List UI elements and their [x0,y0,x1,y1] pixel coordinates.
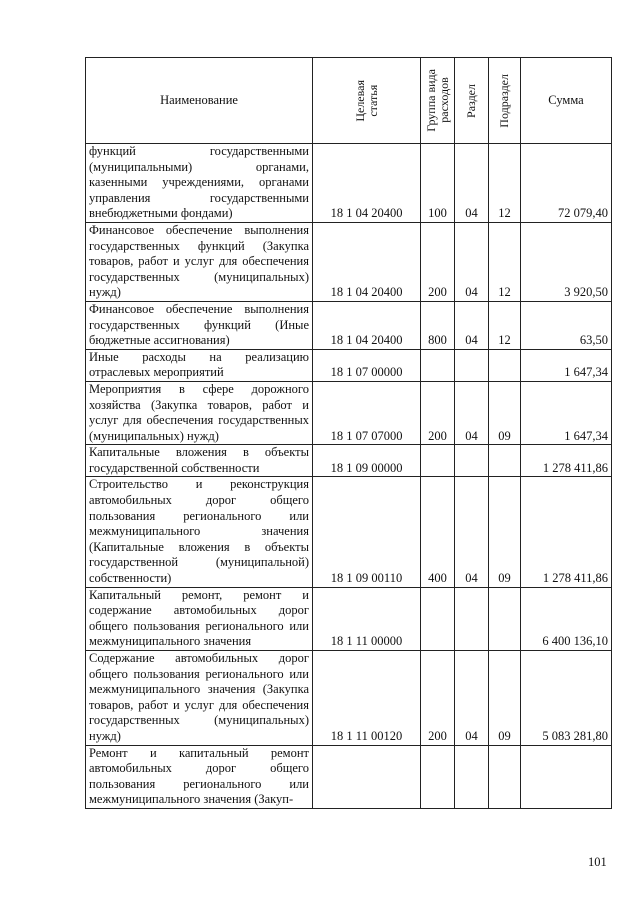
table-row [86,381,612,444]
row-code: 18 1 04 20400 [313,222,421,301]
table-row [86,745,612,808]
row-code: 18 1 09 00000 [313,445,421,477]
row-section [455,349,489,381]
row-sum: 1 278 411,86 [521,477,612,587]
row-name: Капитальные вложения в объекты государственной собственности [86,445,313,477]
table-row [86,222,612,301]
row-sum: 63,50 [521,301,612,349]
row-group: 800 [421,301,455,349]
row-section [455,745,489,808]
row-subsection: 12 [489,301,521,349]
row-subsection: 12 [489,144,521,223]
row-sum: 6 400 136,10 [521,587,612,650]
row-section: 04 [455,301,489,349]
table-row [86,301,612,349]
row-section: 04 [455,477,489,587]
header-section: Раздел [455,58,489,144]
row-name: Финансовое обеспечение выполнения государственных функций (Закупка товаров, работ и услуг для обеспечения государственных (муниципальных) нужд) [86,222,313,301]
row-group: 200 [421,651,455,746]
header-name: Наименование [86,58,313,144]
row-subsection [489,445,521,477]
row-group: 100 [421,144,455,223]
row-subsection [489,587,521,650]
row-subsection [489,745,521,808]
row-sum: 1 278 411,86 [521,445,612,477]
row-code: 18 1 04 20400 [313,301,421,349]
row-code: 18 1 07 00000 [313,349,421,381]
row-group [421,349,455,381]
row-subsection: 09 [489,477,521,587]
row-name: Строительство и реконструкция автомобильных дорог общего пользования регионального или межмуниципального значения (Капитальные вложения в объекты государственной (муниципальной) собственности) [86,477,313,587]
row-name: Содержание автомобильных дорог общего пользования регионального или межмуниципального значения (Закупка товаров, работ и услуг для обеспечения государственных (муниципальных) нужд) [86,651,313,746]
row-sum: 3 920,50 [521,222,612,301]
budget-table [85,57,612,809]
row-name: Мероприятия в сфере дорожного хозяйства (Закупка товаров, работ и услуг для обеспечения государственных (муниципальных) нужд) [86,381,313,444]
row-subsection [489,349,521,381]
header-subsection: Подраздел [489,58,521,144]
row-section [455,445,489,477]
header-sum: Сумма [521,58,612,144]
row-section [455,587,489,650]
row-section: 04 [455,144,489,223]
row-code: 18 1 11 00000 [313,587,421,650]
table-row [86,651,612,746]
row-subsection: 09 [489,651,521,746]
row-group [421,445,455,477]
row-section: 04 [455,381,489,444]
row-section: 04 [455,222,489,301]
row-name: функций государственными (муниципальными) органами, казенными учреждениями, органами управления государственными внебюджетными фондами) [86,144,313,223]
row-section: 04 [455,651,489,746]
row-name: Финансовое обеспечение выполнения государственных функций (Иные бюджетные ассигнования) [86,301,313,349]
header-code: Целевая статья [313,58,421,144]
table-row [86,144,612,223]
row-name: Капитальный ремонт, ремонт и содержание автомобильных дорог общего пользования регионального или межмуниципального значения [86,587,313,650]
row-group [421,587,455,650]
table-row [86,445,612,477]
row-name: Иные расходы на реализацию отраслевых мероприятий [86,349,313,381]
row-sum: 1 647,34 [521,349,612,381]
table-row [86,349,612,381]
row-sum [521,745,612,808]
row-code: 18 1 11 00120 [313,651,421,746]
row-subsection: 12 [489,222,521,301]
table-header-row [86,58,612,144]
row-group: 200 [421,381,455,444]
row-group [421,745,455,808]
page-number: 101 [588,855,607,869]
row-subsection: 09 [489,381,521,444]
row-sum: 72 079,40 [521,144,612,223]
header-group: Группа вида расходов [421,58,455,144]
row-group: 200 [421,222,455,301]
row-name: Ремонт и капитальный ремонт автомобильных дорог общего пользования регионального или межмуниципального значения (Закуп- [86,745,313,808]
row-code [313,745,421,808]
row-sum: 1 647,34 [521,381,612,444]
table-row [86,477,612,587]
row-code: 18 1 04 20400 [313,144,421,223]
row-group: 400 [421,477,455,587]
row-sum: 5 083 281,80 [521,651,612,746]
table-row [86,587,612,650]
row-code: 18 1 09 00110 [313,477,421,587]
row-code: 18 1 07 07000 [313,381,421,444]
